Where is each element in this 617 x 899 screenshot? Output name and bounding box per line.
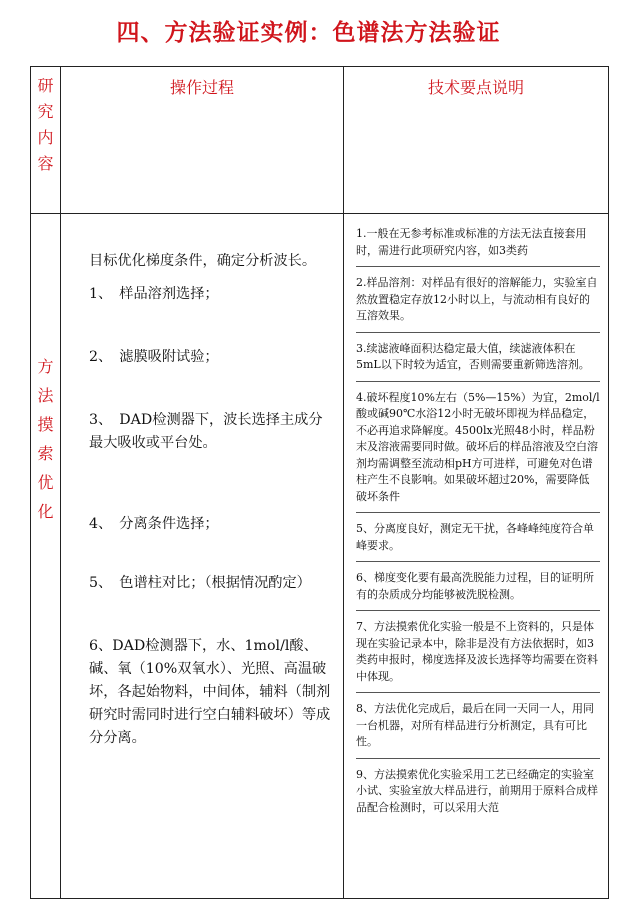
- technical-point: 6、梯度变化要有最高洗脱能力过程，目的证明所有的杂质成分均能够被洗脱检测。: [356, 571, 594, 601]
- page-title: 四、方法验证实例：色谱法方法验证: [116, 20, 501, 46]
- operation-item: 2、 滤膜吸附试验；: [89, 349, 219, 365]
- technical-point: 2.样品溶剂：对样品有很好的溶解能力，实验室自然放置稳定存放12小时以上，与流动相有良好的互溶效果。: [356, 276, 598, 322]
- divider: [356, 610, 600, 611]
- technical-point: 5、分离度良好，测定无干扰，各峰峰纯度符合单峰要求。: [356, 522, 594, 552]
- divider: [356, 266, 600, 267]
- table-row-method-optimization: [31, 214, 609, 899]
- header-operation-process: 操作过程: [61, 67, 344, 214]
- technical-point: 1.一般在无参考标准或标准的方法无法直接套用时，需进行此项研究内容，如3类药: [356, 227, 587, 257]
- divider: [356, 512, 600, 513]
- operations-cell: [61, 214, 344, 899]
- operation-item: 6、DAD检测器下，水、1mol/l酸、碱、氧（10%双氧水）、光照、高温破坏，各起始物料，中间体，辅料（制剂研究时需同时进行空白辅料破坏）等成分分离。: [89, 638, 331, 746]
- side-label-method-optimization: 方法摸索优化: [31, 214, 61, 899]
- header-technical-points: 技术要点说明: [344, 67, 609, 214]
- operations-intro: 目标优化梯度条件，确定分析波长。: [89, 253, 317, 269]
- divider: [356, 758, 600, 759]
- table-header-row: [31, 67, 609, 214]
- operation-item: 5、 色谱柱对比；（根据情况酌定）: [89, 575, 311, 591]
- header-research-content: 研究内容: [31, 67, 61, 214]
- technical-point: 8、方法优化完成后，最后在同一天同一人，用同一台机器，对所有样品进行分析测定，具有可比性。: [356, 702, 594, 748]
- technical-point: 4.破坏程度10%左右（5%—15%）为宜，2mol/l酸或碱90℃水浴12小时无破坏即视为样品稳定，不必再追求降解度。4500lx光照48小时，样品粉末及溶液需要同时做。破坏后的样品溶液及空白溶剂均需调整至流动相pH方可进样，可避免对色谱柱产生不良影响。如果破坏超过20%，需要降低破坏条件: [356, 390, 600, 503]
- divider: [356, 561, 600, 562]
- divider: [356, 332, 600, 333]
- technical-point: 3.续滤液峰面积达稳定最大值，续滤液体积在5mL以下时较为适宜，否则需要重新筛选溶剂。: [356, 341, 590, 371]
- technical-point: 7、方法摸索优化实验一般是不上资料的，只是体现在实验记录本中，除非是没有方法依据时，如3类药申报时，梯度选择及波长选择等均需要在资料中体现。: [356, 620, 598, 683]
- technical-points-cell: [344, 214, 609, 899]
- operation-item: 3、 DAD检测器下，波长选择主成分最大吸收或平台处。: [89, 412, 323, 451]
- divider: [356, 381, 600, 382]
- operation-item: 4、 分离条件选择；: [89, 516, 219, 532]
- method-validation-table: [30, 66, 609, 899]
- operation-item: 1、 样品溶剂选择；: [89, 286, 219, 302]
- technical-point: 9、方法摸索优化实验采用工艺已经确定的实验室小试、实验室放大样品进行，前期用于原料合成样品配合检测时，可以采用大范: [356, 767, 598, 814]
- divider: [356, 692, 600, 693]
